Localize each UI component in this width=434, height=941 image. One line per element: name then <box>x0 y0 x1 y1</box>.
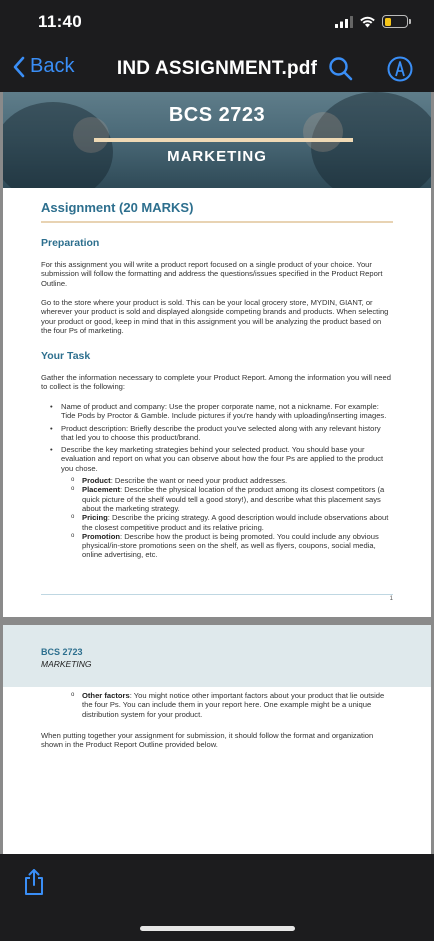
sub-item-term: Product <box>82 476 111 486</box>
search-button[interactable] <box>327 55 355 88</box>
status-time: 11:40 <box>38 12 83 31</box>
home-indicator[interactable] <box>140 926 295 931</box>
sub-list-item <box>61 485 393 513</box>
search-icon <box>327 55 355 83</box>
four-ps-list <box>61 476 393 560</box>
status-icons <box>335 15 408 28</box>
task-bullet-list <box>41 402 393 563</box>
continued-list <box>41 691 393 719</box>
sub-list-item <box>61 532 393 560</box>
back-label: Back <box>30 55 75 77</box>
course-subject: MARKETING <box>167 148 267 165</box>
assignment-heading: Assignment (20 MARKS) <box>41 200 194 215</box>
list-item: • Product description: Briefly describe the product you've selected along with any relevant history that led you to choose this product/brand. <box>41 424 393 443</box>
banner-divider <box>94 138 353 142</box>
sub-item-term: Pricing <box>82 513 108 523</box>
preparation-heading: Preparation <box>41 237 100 249</box>
list-item-text: Describe the key marketing strategies behind your selected product. You should base your evaluation and report on what you can observe about how the four Ps are applied to the product you chose. <box>61 445 384 473</box>
preparation-paragraph-1: For this assignment you will write a product report focused on a single product of your choice. Your submission will follow the formatting and address the questions/issues specified in the Product Report Outline. <box>41 260 383 288</box>
header-course-code: BCS 2723 <box>41 647 83 657</box>
sub-item-term: Other factors <box>82 691 130 700</box>
header-course-subject: MARKETING <box>41 659 92 669</box>
footer-divider <box>41 594 393 595</box>
header-banner <box>3 92 431 188</box>
share-button[interactable] <box>22 868 46 901</box>
course-code: BCS 2723 <box>168 104 266 126</box>
status-bar <box>0 0 434 46</box>
document-title-text: IND ASSIGNMENT.pdf <box>116 58 318 79</box>
task-heading: Your Task <box>41 350 91 362</box>
markup-pen-icon <box>386 55 414 83</box>
markup-button[interactable] <box>386 55 414 88</box>
sub-list-item <box>61 476 393 485</box>
sub-item-text: : Describe how the product is being promoted. You could include any obvious physical/in-store promotions seen on the shelf, as well as flyers, coupons, social media, online advertising, etc. <box>82 531 379 560</box>
page-header <box>3 625 431 687</box>
sub-list-item <box>41 691 393 719</box>
list-item: • Name of product and company: Use the proper corporate name, not a nickname. For example: Tide Pods by Proctor & Gamble. Include pictures if you're handy with uploading/inserting images. <box>41 402 393 421</box>
cellular-signal-icon <box>335 16 353 28</box>
preparation-paragraph-2: Go to the store where your product is sold. This can be your local grocery store, MYDIN, GIANT, or wherever your product is sold and displayed alongside competing brands and products. When selecting your product or good, keep in mind that in this assignment you will be analyzing the product based on the four Ps of marketing. <box>41 298 389 335</box>
page-number: 1 <box>389 596 393 602</box>
task-intro: Gather the information necessary to complete your Product Report. Among the information you will need to collect is the following: <box>41 373 391 392</box>
sub-item-text: : Describe the physical location of the product among its closest competitors (a quick picture of the shelf would tell a good story!), and describe what this placement says about the marketing strategy. <box>82 485 385 513</box>
sub-item-text: : You might notice other important factors about your product that lie outside the four Ps. You can include them in your report here. One example might be a unique distribution system for your product. <box>82 691 385 719</box>
wifi-icon <box>359 16 376 28</box>
battery-icon <box>382 15 408 28</box>
submission-paragraph: When putting together your assignment for submission, it should follow the format and organization shown in the Product Report Outline provided below. <box>41 731 374 750</box>
pdf-page-1 <box>3 92 431 617</box>
pdf-viewer[interactable] <box>0 92 434 854</box>
document-title <box>0 58 434 80</box>
sub-item-term: Promotion <box>82 531 120 541</box>
sub-list-item <box>61 513 393 532</box>
sub-item-text: : Describe the pricing strategy. A good description would include observations about the closest competitive product and its relative pricing. <box>82 513 389 532</box>
sub-item-text: : Describe the want or need your product addresses. <box>110 476 288 486</box>
heading-divider <box>41 221 393 223</box>
pdf-page-2 <box>3 625 431 854</box>
share-icon <box>22 868 46 896</box>
nav-bar <box>0 46 434 92</box>
sub-item-term: Placement <box>82 485 120 495</box>
list-item <box>41 445 393 560</box>
